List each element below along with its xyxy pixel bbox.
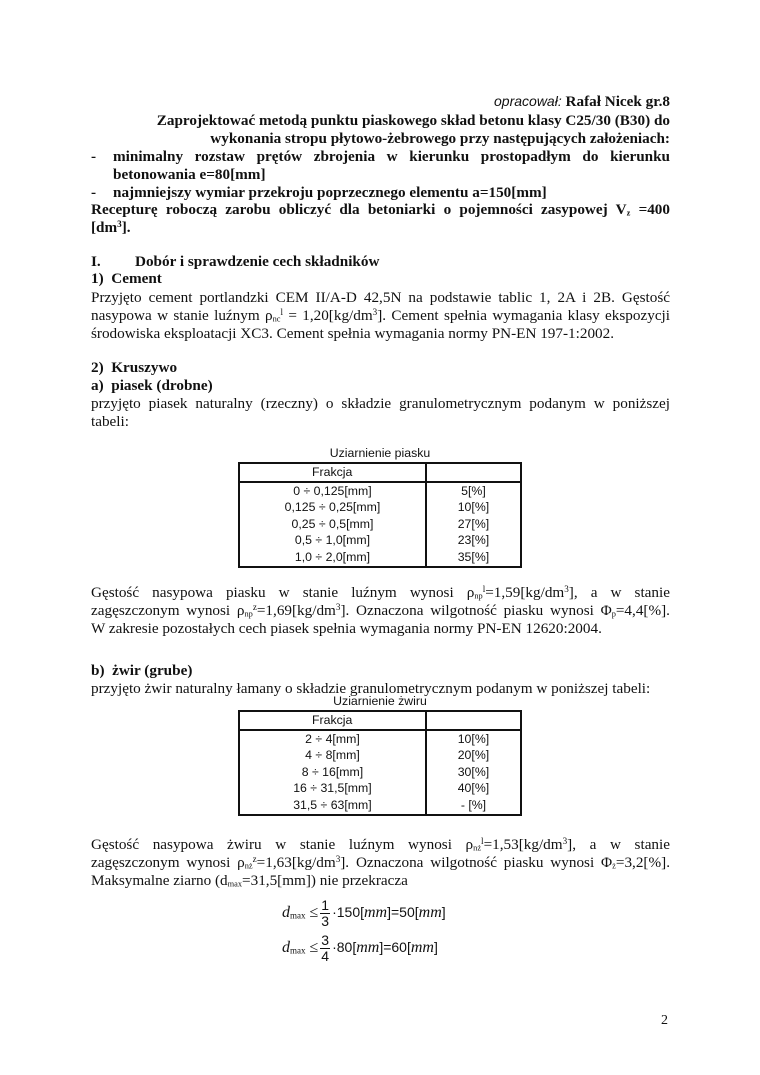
table-row: 0,25 ÷ 0,5[mm] 27[%]	[239, 516, 521, 533]
recipe-line-1: Recepturę roboczą zarobu obliczyć dla betoniarki o pojemności zasypowej $V_z =400$	[91, 201, 670, 218]
page-number: 2	[661, 1013, 668, 1028]
gravel-grading-table	[238, 710, 522, 816]
task-line-2: wykonania stropu płytowo-żebrowego przy następujących założeniach:	[210, 130, 670, 147]
author-line	[91, 92, 670, 111]
task-line-1: Zaprojektować metodą punktu piaskowego skład betonu klasy C25/30 (B30) do	[156, 112, 670, 129]
table-header-row	[239, 711, 521, 730]
section-number: I.	[91, 253, 101, 270]
bullet-marker: -	[91, 148, 97, 165]
bullet-1-line-2: betonowania e=80[mm]	[113, 166, 266, 183]
bullet-2-line-1: najmniejszy wymiar przekroju poprzecznego elementu a=150[mm]	[113, 184, 547, 201]
table-row: 4 ÷ 8[mm] 20[%]	[239, 747, 521, 764]
cement-line-3: środowiska eksploatacji XC3. Cement spełnia wymagania normy PN-EN 197-1:2002.	[91, 325, 615, 342]
table-row: 8 ÷ 16[mm] 30[%]	[239, 764, 521, 781]
header-percent	[426, 711, 521, 730]
header-percent	[426, 463, 521, 482]
recipe-line-2: $[dm^3]$.	[91, 218, 131, 236]
cement-line-2: nasypowa w stanie luźnym $\rho_{nc}^l = 1,20[kg/dm^3]$. Cement spełnia wymagania klasy ekspozycji	[91, 306, 670, 324]
sand-intro-line-2: tabeli:	[91, 413, 129, 430]
table-row: 16 ÷ 31,5[mm] 40[%]	[239, 780, 521, 797]
gravel-density-line-3: Maksymalne ziarno $(d_{max}=31,5[mm])$ nie przekracza	[91, 872, 408, 889]
bullet-marker: -	[91, 184, 97, 201]
header-fraction: Frakcja	[239, 463, 426, 482]
table-row: 1,0 ÷ 2,0[mm] 35[%]	[239, 549, 521, 567]
section-title: Dobór i sprawdzenie cech składników	[135, 253, 380, 270]
table-row: 0,5 ÷ 1,0[mm] 23[%]	[239, 532, 521, 549]
author-name: Rafał Nicek gr.8	[565, 93, 670, 110]
sand-density-line-1: Gęstość nasypowa piasku w stanie luźnym wynosi $\rho_{np}^l=1,59[kg/dm^3]$, a w stanie	[91, 583, 670, 601]
fraction: $\frac{3}{4}$	[321, 932, 330, 964]
formula-dmax-2: $d_{max}$ ≤ $\frac{3}{4}$ ·80[mm]=60[mm]	[282, 932, 438, 964]
gravel-table-caption: Uziarnienie żwiru	[333, 694, 427, 708]
table-row: 0 ÷ 0,125[mm] 5[%]	[239, 482, 521, 500]
formula-dmax-1: $d_{max}$ ≤ $\frac{1}{3}$ ·150[mm]=50[mm]	[282, 897, 446, 929]
aggregate-heading: 2) Kruszywo	[91, 359, 178, 376]
sand-grading-table	[238, 462, 522, 568]
sand-density-line-3: W zakresie pozostałych cech piasek spełnia wymagania normy PN-EN 12620:2004.	[91, 620, 602, 637]
table-row: 0,125 ÷ 0,25[mm] 10[%]	[239, 499, 521, 516]
sand-heading: a) piasek (drobne)	[91, 377, 213, 394]
table-row: 2 ÷ 4[mm] 10[%]	[239, 730, 521, 748]
gravel-density-line-2: zagęszczonym wynosi $\rho_{nż}^z=1,63[kg/dm^3]$. Oznaczona wilgotność piasku wynosi $\Phi_ż=3,2[\%]$.	[91, 853, 670, 871]
sand-intro-line-1: przyjęto piasek naturalny (rzeczny) o składzie granulometrycznym podanym w poniższej	[91, 395, 670, 412]
gravel-heading: b) żwir (grube)	[91, 662, 193, 679]
sand-density-line-2: zagęszczonym wynosi $\rho_{np}^z=1,69[kg/dm^3]$. Oznaczona wilgotność piasku wynosi $\Phi_p=4,4[\%]$.	[91, 601, 670, 619]
gravel-density-line-1: Gęstość nasypowa żwiru w stanie luźnym wynosi $\rho_{nż}^l=1,53[kg/dm^3]$, a w stanie	[91, 835, 670, 853]
cement-heading: 1) Cement	[91, 270, 162, 287]
bullet-1-line-1: minimalny rozstaw prętów zbrojenia w kierunku prostopadłym do kierunku	[113, 148, 670, 165]
cement-line-1: Przyjęto cement portlandzki CEM II/A-D 42,5N na podstawie tablic 1, 2A i 2B. Gęstość	[91, 289, 670, 306]
header-fraction: Frakcja	[239, 711, 426, 730]
table-header-row	[239, 463, 521, 482]
author-label: opracował:	[494, 93, 562, 109]
sand-table-caption: Uziarnienie piasku	[329, 446, 431, 460]
table-row: 31,5 ÷ 63[mm] - [%]	[239, 797, 521, 815]
gravel-intro: przyjęto żwir naturalny łamany o składzie granulometrycznym podanym w poniższej tabeli:	[91, 680, 651, 697]
fraction: $\frac{1}{3}$	[321, 897, 330, 929]
